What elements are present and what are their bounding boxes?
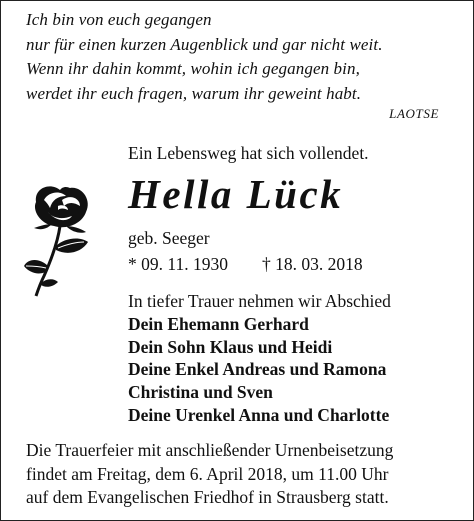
poem-line: Ich bin von euch gegangen xyxy=(26,10,212,29)
mourners-block xyxy=(128,290,391,427)
ceremony-line: findet am Freitag, dem 6. April 2018, um 11.00 Uhr xyxy=(26,463,389,484)
mourners-intro: In tiefer Trauer nehmen wir Abschied xyxy=(128,291,391,311)
poem-line: Wenn ihr dahin kommt, wohin ich gegangen bin, xyxy=(26,59,360,78)
ceremony-line: Die Trauerfeier mit anschließender Urnenbeisetzung xyxy=(26,440,394,460)
rose-icon xyxy=(22,180,100,300)
ceremony-line: auf dem Evangelischen Friedhof in Strausberg statt. xyxy=(26,487,389,507)
mourner-line: Deine Urenkel Anna und Charlotte xyxy=(128,404,390,425)
life-dates xyxy=(128,254,363,275)
mourner-line: Dein Sohn Klaus und Heidi xyxy=(128,336,333,357)
poem-line: werdet ihr euch fragen, warum ihr geweint habt. xyxy=(26,83,362,103)
birth-name: geb. Seeger xyxy=(128,228,210,248)
mourner-line: Dein Ehemann Gerhard xyxy=(128,313,309,334)
poem-author: LAOTSE xyxy=(389,106,439,121)
ceremony-info xyxy=(26,439,393,510)
deceased-name: Hella Lück xyxy=(128,171,344,217)
mourner-line: Deine Enkel Andreas und Ramona xyxy=(128,359,387,380)
poem xyxy=(26,8,383,106)
death-date: † 18. 03. 2018 xyxy=(261,254,363,274)
poem-line: nur für einen kurzen Augenblick und gar nicht weit. xyxy=(26,34,383,54)
mourner-line: Christina und Sven xyxy=(128,382,273,403)
intro-text: Ein Lebensweg hat sich vollendet. xyxy=(128,143,369,163)
birth-date: * 09. 11. 1930 xyxy=(128,254,228,274)
